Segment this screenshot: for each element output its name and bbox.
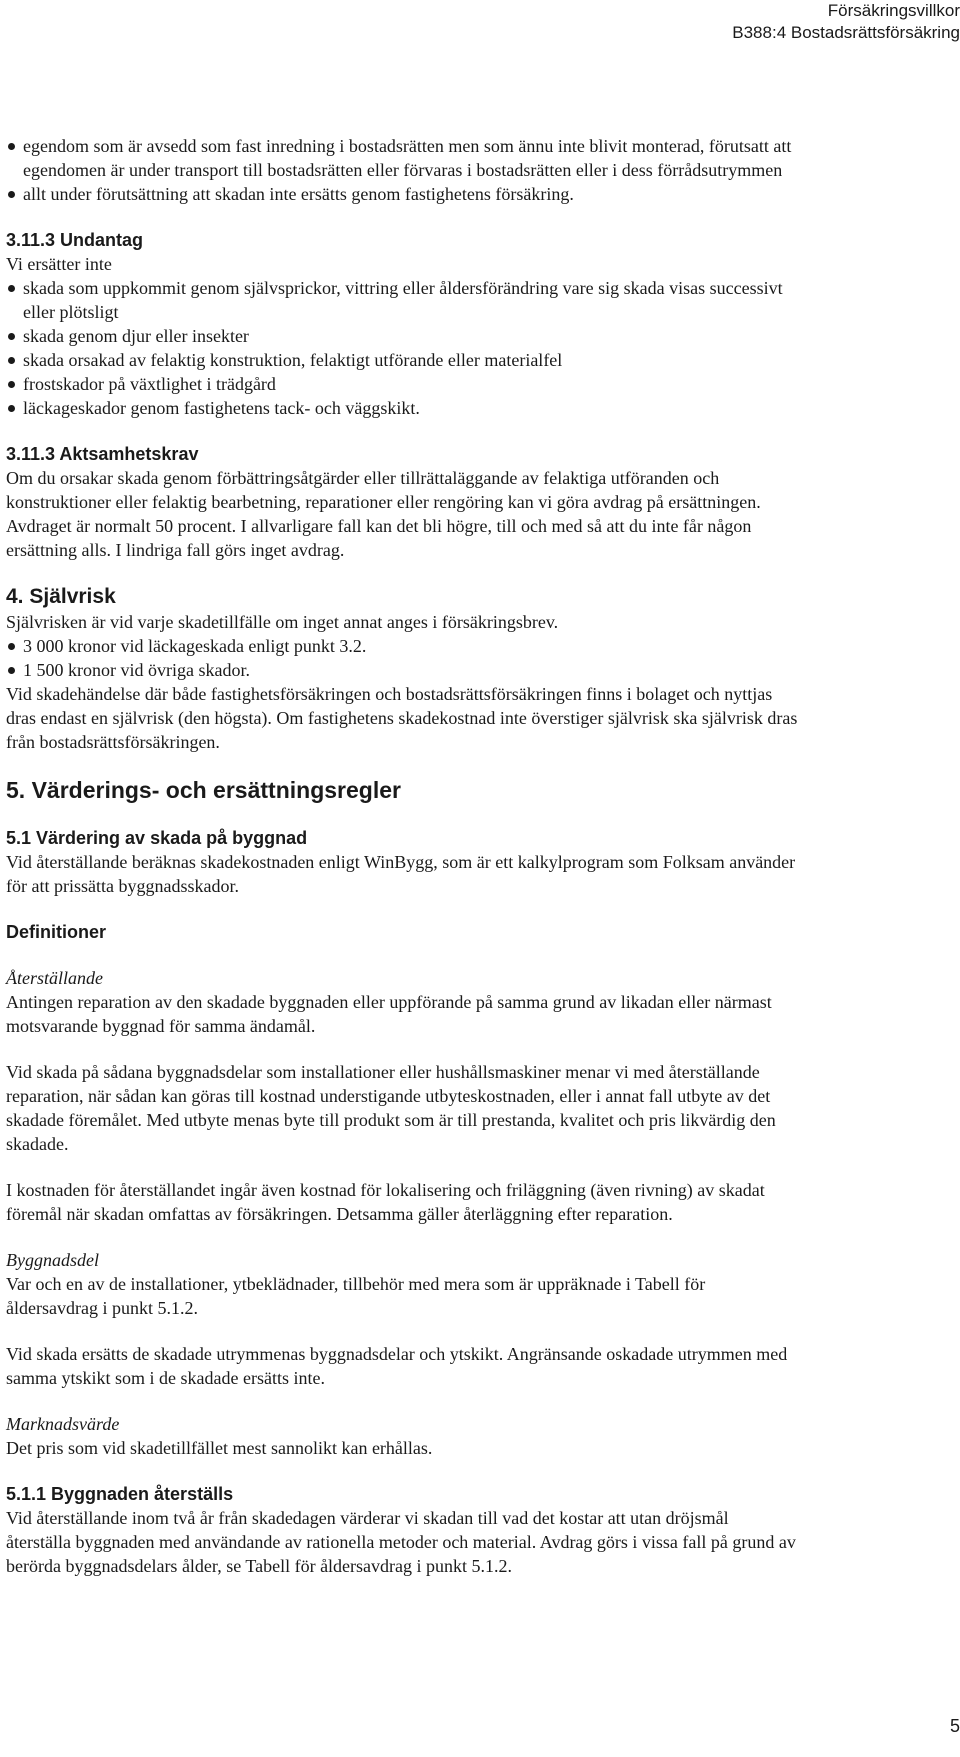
definition-paragraph: Var och en av de installationer, ytbeklädnader, tillbehör med mera som är uppräknade i Tabell för åldersavdrag i punkt 5.1.2. (6, 1274, 706, 1318)
term-aterstallande: Återställande (6, 968, 103, 988)
list-item: skada genom djur eller insekter (6, 324, 798, 348)
section-heading-definitioner: Definitioner (6, 922, 107, 942)
section-heading-aktsamhet: 3.11.3 Aktsamhetskrav (6, 444, 199, 464)
header-subtitle: B388:4 Bostadsrättsförsäkring (732, 23, 960, 42)
list-item: egendom som är avsedd som fast inredning i bostadsrätten men som ännu inte blivit monterad, förutsatt att egendomen är under transport till bostadsrätten eller förvaras i bostadsrätten eller i dess förrådsutrymmen (6, 134, 798, 182)
aterstalls-text: Vid återställande inom två år från skadedagen värderar vi skadan till vad det kostar att utan dröjsmål återställa byggnaden med användande av rationella metoder och material. Avdrag görs i vissa fall på grund av berörda byggnadsdelars ålder, se Tabell för åldersavdrag i punkt 5.1.2. (6, 1508, 796, 1576)
term-byggnadsdel: Byggnadsdel (6, 1250, 99, 1270)
section-heading-varderingsregler: 5. Värderings- och ersättningsregler (6, 777, 401, 803)
definition-paragraph: Antingen reparation av den skadade byggnaden eller uppförande på samma grund av likadan eller närmast motsvarande byggnad för samma ändamål. (6, 992, 772, 1036)
sjalvrisk-text: Vid skadehändelse där både fastighetsförsäkringen och bostadsrättsförsäkringen finns i bolaget och nyttjas dras endast en självrisk (den högsta). Om fastighetens skadekostnad inte överstiger självrisk ska självrisk dras från bostadsrättsförsäkringen. (6, 684, 798, 752)
list-item: allt under förutsättning att skadan inte ersätts genom fastighetens försäkring. (6, 182, 798, 206)
vardering-text: Vid återställande beräknas skadekostnaden enligt WinBygg, som är ett kalkylprogram som Folksam använder för att prissätta byggnadsskador. (6, 852, 796, 896)
definition-paragraph: Vid skada ersätts de skadade utrymmenas byggnadsdelar och ytskikt. Angränsande oskadade utrymmen med samma ytskikt som i de skadade ersätts inte. (6, 1344, 788, 1388)
undantag-lead: Vi ersätter inte (6, 254, 112, 274)
definition-paragraph: I kostnaden för återställandet ingår även kostnad för lokalisering och friläggning (även rivning) av skadat föremål när skadan omfattas av försäkringen. Detsamma gäller återläggning efter reparation. (6, 1180, 765, 1224)
term-marknadsvarde: Marknadsvärde (6, 1414, 120, 1434)
header-title: Försäkringsvillkor (827, 1, 960, 20)
page-number: 5 (949, 1716, 960, 1736)
section-heading-vardering: 5.1 Värdering av skada på byggnad (6, 828, 308, 848)
definition-paragraph: Vid skada på sådana byggnadsdelar som installationer eller hushållsmaskiner menar vi med återställande reparation, när sådan kan göras till kostnad understigande utbyteskostnaden, eller i annat fall utbyte av det skadade föremålet. Med utbyte menas byte till produkt som är till prestanda, kvalitet och pris likvärdig den skadade. (6, 1062, 776, 1154)
document-body (6, 134, 798, 1578)
section-heading-sjalvrisk: 4. Självrisk (6, 585, 116, 608)
list-item: 1 500 kronor vid övriga skador. (6, 658, 798, 682)
list-item: läckageskador genom fastighetens tack- och väggskikt. (6, 396, 798, 420)
list-item: skada som uppkommit genom självsprickor, vittring eller åldersförändring vare sig skada visas successivt eller plötsligt (6, 276, 798, 324)
list-item: frostskador på växtlighet i trädgård (6, 372, 798, 396)
section-heading-undantag: 3.11.3 Undantag (6, 230, 144, 250)
list-item: skada orsakad av felaktig konstruktion, felaktigt utförande eller materialfel (6, 348, 798, 372)
section-heading-aterstalls: 5.1.1 Byggnaden återställs (6, 1484, 234, 1504)
definition-paragraph: Det pris som vid skadetillfället mest sannolikt kan erhållas. (6, 1438, 433, 1458)
page-header (732, 0, 960, 44)
list-item: 3 000 kronor vid läckageskada enligt punkt 3.2. (6, 634, 798, 658)
sjalvrisk-lead: Självrisken är vid varje skadetillfälle om inget annat anges i försäkringsbrev. (6, 612, 559, 632)
aktsamhet-text: Om du orsakar skada genom förbättringsåtgärder eller tillrättaläggande av felaktiga utföranden och konstruktioner eller felaktig bearbetning, reparationer eller rengöring kan vi göra avdrag på ersättningen. Avdraget är normalt 50 procent. I allvarligare fall kan det bli högre, till och med så att du inte får någon ersättning alls. I lindriga fall görs inget avdrag. (6, 468, 761, 560)
